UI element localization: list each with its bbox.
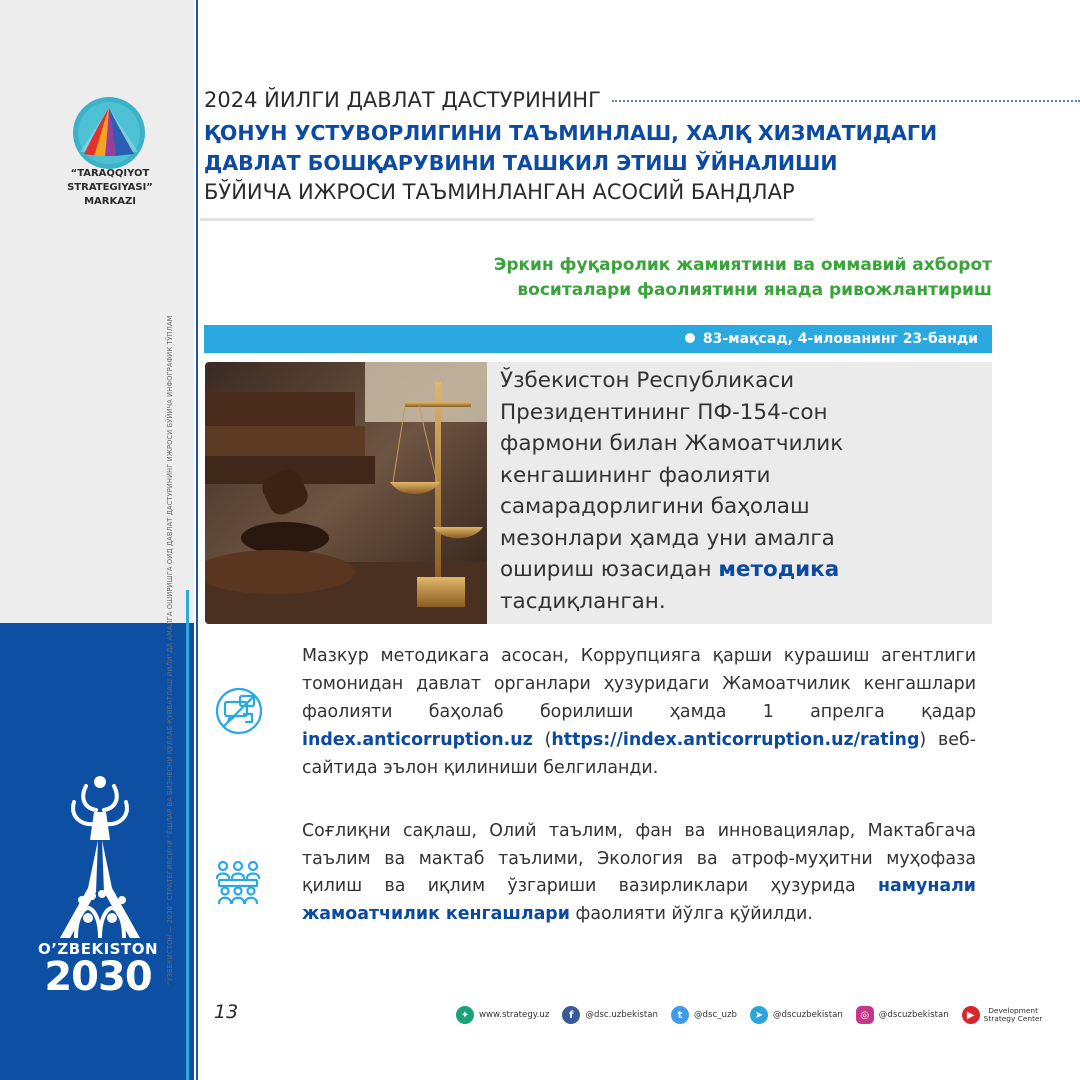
paragraph-councils bbox=[302, 818, 976, 928]
sidebar-divider-stripe bbox=[196, 0, 198, 1080]
center-subname: MARKAZI bbox=[84, 196, 136, 207]
footer-instagram[interactable]: @dscuzbekistan bbox=[878, 1010, 949, 1020]
section-subtitle bbox=[372, 253, 992, 303]
footer-website[interactable]: www.strategy.uz bbox=[479, 1010, 550, 1020]
methodology-highlight: методика bbox=[718, 557, 840, 582]
footer-twitter[interactable]: @dsc_uzb bbox=[693, 1010, 737, 1020]
council-people-icon bbox=[213, 858, 263, 906]
dsc-logo-text bbox=[984, 1007, 1043, 1023]
footer-facebook[interactable]: @dsc.uzbekistan bbox=[585, 1010, 658, 1020]
header-dotted-rule bbox=[612, 100, 1080, 102]
header-underline bbox=[200, 218, 814, 221]
footer-telegram[interactable]: @dscuzbekistan bbox=[772, 1010, 843, 1020]
paragraph-evaluation-text: Мазкур методикага асосан, Коррупцияга қарши курашиш агентлиги томонидан давлат органлари ҳузуридаги Жамоатчилик кенгашлари фаолияти баҳолаб борилиши ҳамда 1 апрелга қадар bbox=[302, 646, 976, 722]
bullet-icon bbox=[685, 333, 695, 343]
paragraph-councils-end: фаолияти йўлга қўйилди. bbox=[569, 903, 813, 924]
rating-link[interactable]: https://index.anticorruption.uz/rating bbox=[551, 730, 920, 750]
header-line-1: 2024 ЙИЛГИ ДАВЛАТ ДАСТУРИНИНГ bbox=[204, 88, 601, 112]
methodology-text-start: Ўзбекистон Республикаси Президентининг ПФ-154-сон фармони билан Жамоатчилик кенгашининг фаолияти самарадорлигини баҳолаш мезонлари ҳамда уни амалга ошириш юзасидан bbox=[500, 368, 844, 582]
country-name: O’ZBEKISTON bbox=[37, 940, 159, 958]
twitter-icon: t bbox=[671, 1006, 689, 1024]
paragraph-evaluation-paren: ( bbox=[532, 730, 552, 750]
header-title-line-b: ДАВЛАТ БОШҚАРУВИНИ ТАШКИЛ ЭТИШ ЎЙНАЛИШИ bbox=[204, 151, 838, 175]
facebook-icon: f bbox=[562, 1006, 580, 1024]
footer-social-bar bbox=[456, 1005, 1043, 1025]
scales-of-justice-photo bbox=[205, 362, 487, 624]
dsc-logo bbox=[962, 1006, 1043, 1024]
country-year: 2030 bbox=[44, 954, 152, 1000]
dsc-line-1: Development bbox=[988, 1006, 1038, 1015]
center-logo-text bbox=[28, 167, 192, 209]
header-title-line-a: ҚОНУН УСТУВОРЛИГИНИ ТАЪМИНЛАШ, ХАЛҚ ХИЗМАТИДАГИ bbox=[204, 121, 938, 145]
section-subtitle-line-2: воситалари фаолиятини янада ривожлантириш bbox=[517, 280, 992, 300]
goal-label: 83-мақсад, 4-илованинг 23-банди bbox=[702, 331, 978, 347]
section-subtitle-line-1: Эркин фуқаролик жамиятини ва оммавий ахборот bbox=[493, 255, 992, 275]
no-bribe-chat-icon bbox=[214, 686, 264, 736]
uzbekistan-2030-emblem-icon bbox=[40, 768, 160, 958]
telegram-icon: ➤ bbox=[750, 1006, 768, 1024]
header-title bbox=[204, 118, 937, 178]
page-number: 13 bbox=[214, 1001, 239, 1023]
world-icon: ✦ bbox=[456, 1006, 474, 1024]
paragraph-evaluation-end: ) веб-сайтида эълон қилиниши белгиланди. bbox=[302, 730, 976, 778]
methodology-text bbox=[500, 365, 895, 617]
youtube-icon: ▶ bbox=[962, 1006, 980, 1024]
center-name: “TARAQQIYOT STRATEGIYASI” bbox=[67, 168, 153, 193]
methodology-text-end: тасдиқланган. bbox=[500, 588, 666, 614]
header-line-3: БЎЙИЧА ИЖРОСИ ТАЪМИНЛАНГАН АСОСИЙ БАНДЛАР bbox=[204, 180, 795, 204]
goal-bar bbox=[204, 325, 992, 353]
vertical-caption: “ЎЗБЕКИСТОН — 2030” СТРАТЕГИЯСИНИ “ЁШЛАР ВА БИЗНЕСНИ ҚЎЛЛАБ-ҚУВВАТЛАШ ЙИЛИ”ДА АМАЛГА ОШИРИШГА ОИД ДАВЛАТ ДАСТУРИНИНГ ИЖРОСИ БЎЙИЧА ИНФОГРАФИК ТЎПЛАМ bbox=[166, 315, 174, 985]
paragraph-councils-text: Соғлиқни сақлаш, Олий таълим, фан ва инновациялар, Мактабгача таълим ва мактаб таълими, Экология ва атроф-муҳитни муҳофаза қилиш ва иқлим ўзгариши вазирликлари ҳузурида bbox=[302, 821, 976, 896]
instagram-icon: ◎ bbox=[856, 1006, 874, 1024]
sidebar-accent-stripe bbox=[186, 590, 189, 1080]
paragraph-councils-highlight: намунали жамоатчилик кенгашлари bbox=[302, 876, 976, 924]
index-link[interactable]: index.anticorruption.uz bbox=[302, 730, 533, 750]
taraqqiyot-logo-icon bbox=[72, 96, 146, 170]
dsc-line-2: Strategy Center bbox=[983, 1014, 1043, 1023]
paragraph-evaluation bbox=[302, 642, 976, 782]
